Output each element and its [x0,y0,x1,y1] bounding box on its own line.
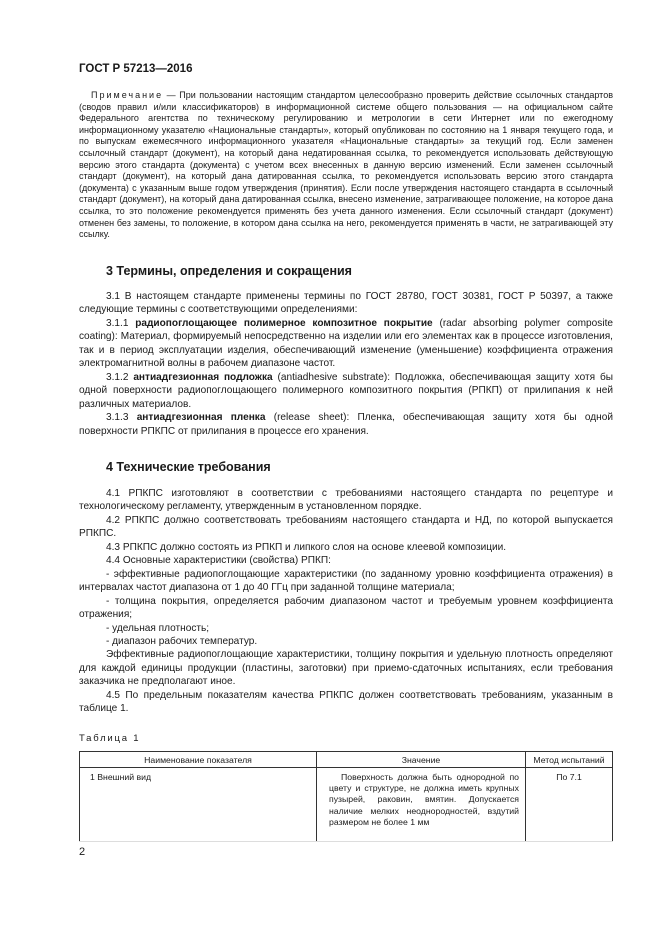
term-number: 3.1.3 [106,412,137,424]
paragraph-3-1: 3.1 В настоящем стандарте применены термины по ГОСТ 28780, ГОСТ 30381, ГОСТ Р 50397, а также следующие термины с соответствующими определениями: [79,291,613,316]
reference-note [79,90,613,241]
table-caption: Таблица 1 [79,733,141,744]
term-name: антиадгезионная подложка [133,371,273,383]
list-item: - эффективные радиопоглощающие характеристики (по заданному уровню коэффициента отражения) в интервалах частот диапазона от 1 до 40 ГГц при заданной толщине материала; [79,568,613,594]
term-definition: (antiadhesive substrate): Подложка, обеспечивающая защиту хотя бы одной поверхности радиопоглощающего полимерного композитного покрытия (РПКП) от прилипания к ней различных материалов. [79,371,613,410]
paragraph-4-2: 4.2 РПКПС должно соответствовать требованиям настоящего стандарта и НД, по которой выпускается РПКПС. [79,514,613,540]
section-4-title: 4 Технические требования [106,460,271,474]
note-text: — При пользовании настоящим стандартом целесообразно проверить действие ссылочных стандартов (сводов правил и/или классификаторов) в информационной системе общего пользования — на официальном сайте Федерального агентства по техническому регулированию и метрологии в сети Интернет или по ежегодному информационному указателю «Национальные стандарты», который опубликован по состоянию на 1 января текущего года, и по выпускам ежемесячного информационного указателя «Национальные стандарты» за текущий год. Если заменен ссылочный стандарт (документ), на который дана недатированная ссылка, то рекомендуется использовать действующую версию этого стандарта (документа) с учетом всех внесенных в данную версию изменений. Если заменен ссылочный стандарт (документ), на который дана датированная ссылка, то рекомендуется использовать версию этого стандарта (документа) с указанным выше годом утверждения (принятия). Если после утверждения настоящего стандарта в ссылочный стандарт (документ), на который дана датированная ссылка, внесено изменение, затрагивающее положение, на которое дана ссылка, то это положение рекомендуется применять без учета данного изменения. Если ссылочный стандарт (документ) отменен без замены, то положение, в котором дана ссылка на него, рекомендуется применять в части, не затрагивающей эту ссылку. [79,90,613,240]
note-label: Примечание [91,90,164,100]
column-header: Значение [317,752,526,768]
term-definition: (release sheet): Пленка, обеспечивающая защиту хотя бы одной поверхности РПКПС от прилипания в процессе его хранения. [79,412,613,437]
list-item: - толщина покрытия, определяется рабочим диапазоном частот и требуемым уровнем коэффициента отражения; [79,595,613,621]
list-item: - диапазон рабочих температур. [106,635,258,647]
table-row [80,768,613,842]
list-item: - удельная плотность; [106,622,210,634]
term-3-1-1 [79,317,613,371]
paragraph-4-3: 4.3 РПКПС должно состоять из РПКП и липкого слоя на основе клеевой композиции. [106,541,507,553]
requirements-table [79,751,613,842]
term-name: радиопоглощающее полимерное композитное покрытие [135,317,433,329]
value-text: Поверхность должна быть однородной по цвету и структуре, не должна иметь крупных пузырей, раковин, вмятин. Допускается наличие мелких неоднородностей, вздутий размером не более 1 мм [329,772,519,827]
section-3-body [79,290,613,438]
paragraph-4-4: 4.4 Основные характеристики (свойства) РПКП: [106,555,331,567]
indicator-name-cell: 1 Внешний вид [80,768,317,842]
section-4-body [79,487,613,716]
term-number: 3.1.2 [106,371,134,383]
value-cell [317,768,526,842]
section-3-title: 3 Термины, определения и сокращения [106,264,352,278]
note-paragraph [79,90,613,241]
term-3-1-2 [79,371,613,411]
term-number: 3.1.1 [106,317,136,329]
document-code: ГОСТ Р 57213—2016 [79,63,193,75]
term-name: антиадгезионная пленка [136,412,266,424]
table-header-row [80,752,613,768]
paragraph-4-5: 4.5 По предельным показателям качества РПКПС должен соответствовать требованиям, указанным в таблице 1. [79,689,613,715]
paragraph-4-1: 4.1 РПКПС изготовляют в соответствии с требованиями настоящего стандарта по рецептуре и технологическому регламенту, утвержденным в установленном порядке. [79,488,613,513]
test-method-cell: По 7.1 [526,768,613,842]
term-3-1-3 [79,411,613,438]
column-header: Наименование показателя [80,752,317,768]
page-number: 2 [79,846,86,858]
column-header: Метод испытаний [526,752,613,768]
term-definition: (radar absorbing polymer composite coating): Материал, формируемый непосредственно на изделии или его элементах как в процессе изготовления, так и в период эксплуатации изделия, обеспечивающий изменение (уменьшение) коэффициента отражения электромагнитной волны в рабочем диапазоне частот. [79,317,613,370]
paragraph-4-4-note: Эффективные радиопоглощающие характеристики, толщину покрытия и удельную плотность определяют для каждой единицы продукции (пластины, заготовки) при приемо-сдаточных испытаниях, если требования заказчика не предполагают иное. [79,649,613,688]
